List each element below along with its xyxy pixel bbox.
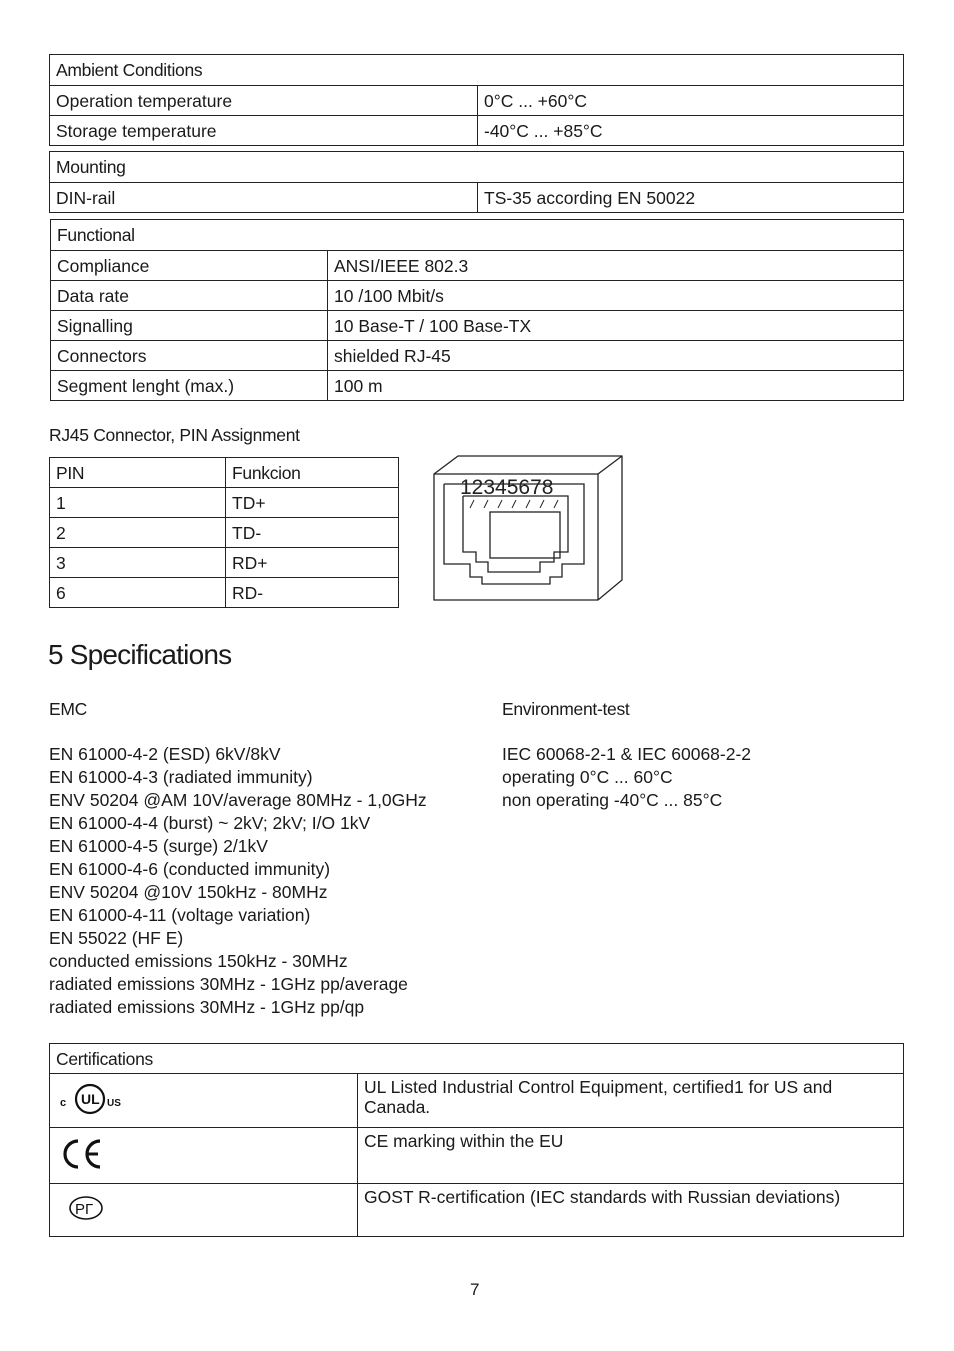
environment-list [502,743,751,812]
list-item: operating 0°C ... 60°C [502,767,673,787]
column-header: Funkcion [226,458,399,488]
svg-text:c: c [60,1096,67,1109]
list-item: conducted emissions 150kHz - 30MHz [49,951,348,971]
table-header-row [50,458,399,488]
list-item: EN 61000-4-6 (conducted immunity) [49,859,331,879]
table-row [50,116,904,146]
rj45-connector-diagram [430,452,626,606]
table-cell: TD+ [226,488,399,518]
table-cell: 6 [50,578,226,608]
table-cell: TS-35 according EN 50022 [478,183,904,213]
table-cell: Data rate [51,281,328,311]
ul-listed-icon [50,1074,358,1128]
table-cell: 0°C ... +60°C [478,86,904,116]
table-cell: RD- [226,578,399,608]
table-row [50,86,904,116]
table-row [51,371,904,401]
list-item: EN 61000-4-2 (ESD) 6kV/8kV [49,744,281,764]
gost-logo [56,1192,106,1224]
table-cell: Compliance [51,251,328,281]
list-item: ENV 50204 @AM 10V/average 80MHz - 1,0GHz [49,790,427,810]
table-row [51,281,904,311]
table-row [50,518,399,548]
table-row [50,548,399,578]
table-cell: 10 Base-T / 100 Base-TX [328,311,904,341]
table-row [51,311,904,341]
list-item: EN 61000-4-4 (burst) ~ 2kV; 2kV; I/O 1kV [49,813,371,833]
ul-logo [56,1082,126,1116]
list-item: EN 61000-4-11 (voltage variation) [49,905,311,925]
certifications-table [49,1043,904,1237]
table-cell: UL Listed Industrial Control Equipment, certified1 for US and Canada. [358,1074,904,1128]
table-cell: 10 /100 Mbit/s [328,281,904,311]
emc-list [49,743,427,1019]
table-row [50,488,399,518]
list-item: radiated emissions 30MHz - 1GHz pp/qp [49,997,365,1017]
table-row [50,578,399,608]
table-cell: 1 [50,488,226,518]
table-cell: Segment lenght (max.) [51,371,328,401]
table-cell: RD+ [226,548,399,578]
ambient-conditions-table [49,54,904,146]
list-item: EN 61000-4-5 (surge) 2/1kV [49,836,268,856]
list-item: EN 55022 (HF E) [49,928,184,948]
table-cell: 3 [50,548,226,578]
table-row [51,251,904,281]
svg-text:UL: UL [81,1090,100,1107]
certifications-header: Certifications [50,1044,904,1074]
table-cell: Connectors [51,341,328,371]
page-number: 7 [470,1280,480,1299]
list-item: IEC 60068-2-1 & IEC 60068-2-2 [502,744,752,764]
ce-logo [56,1137,106,1171]
svg-text:US: US [107,1097,121,1109]
section-heading: 5 Specifications [48,639,232,670]
table-cell: ANSI/IEEE 802.3 [328,251,904,281]
column-header: PIN [50,458,226,488]
table-cell: CE marking within the EU [358,1128,904,1184]
rj45-title: RJ45 Connector, PIN Assignment [49,425,300,445]
table-row [50,183,904,213]
table-row [50,1128,904,1184]
table-cell: GOST R-certification (IEC standards with Russian deviations) [358,1184,904,1237]
svg-text:PГ: PГ [75,1201,94,1218]
table-cell: 2 [50,518,226,548]
rj45-pin-table [49,457,399,608]
table-cell: DIN-rail [50,183,478,213]
rj45-pin-numbers: 12345678 [460,476,554,499]
environment-title: Environment-test [502,699,630,719]
mounting-header: Mounting [50,152,904,183]
ambient-header: Ambient Conditions [50,55,904,86]
table-cell: shielded RJ-45 [328,341,904,371]
table-cell: Signalling [51,311,328,341]
table-cell: Operation temperature [50,86,478,116]
list-item: ENV 50204 @10V 150kHz - 80MHz [49,882,328,902]
table-cell: -40°C ... +85°C [478,116,904,146]
functional-table [50,219,904,401]
emc-title: EMC [49,699,87,719]
table-row [51,341,904,371]
list-item: non operating -40°C ... 85°C [502,790,723,810]
table-cell: 100 m [328,371,904,401]
gost-r-icon [50,1184,358,1237]
table-row [50,1074,904,1128]
table-cell: TD- [226,518,399,548]
table-cell: Storage temperature [50,116,478,146]
ce-mark-icon [50,1128,358,1184]
functional-header: Functional [51,220,904,251]
list-item: radiated emissions 30MHz - 1GHz pp/average [49,974,408,994]
list-item: EN 61000-4-3 (radiated immunity) [49,767,313,787]
mounting-table [49,151,904,213]
table-row [50,1184,904,1237]
